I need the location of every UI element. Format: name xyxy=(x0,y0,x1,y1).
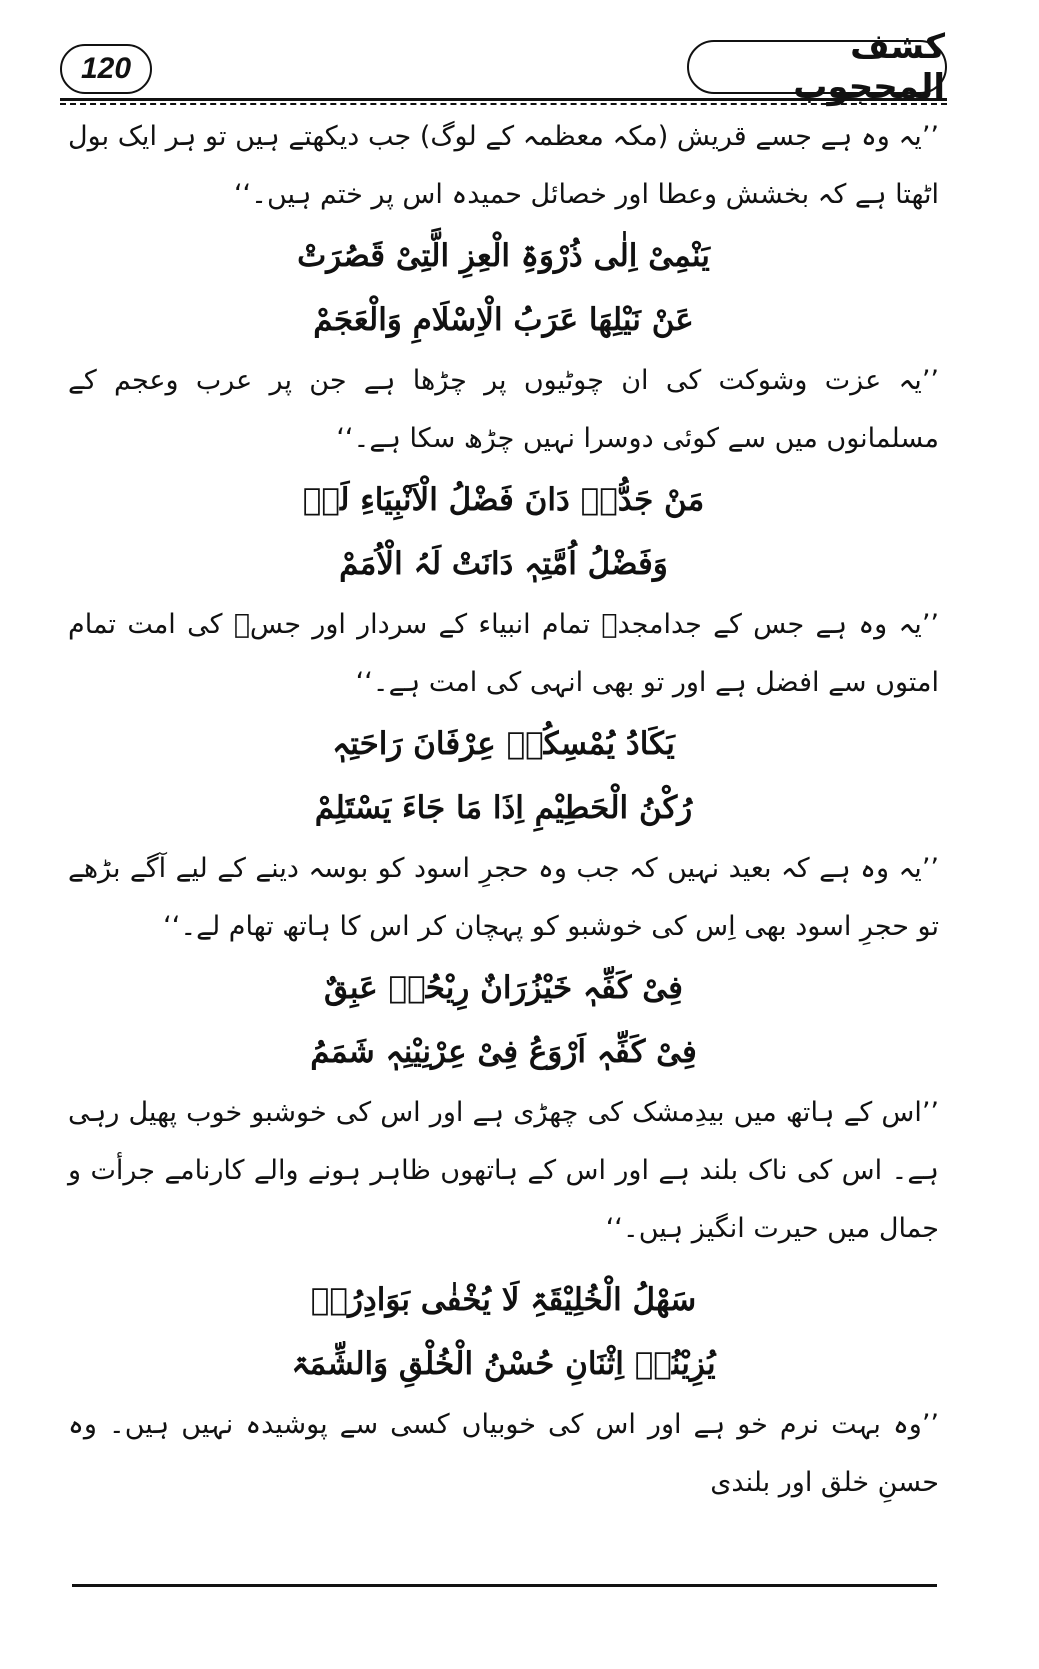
spacer xyxy=(68,1258,939,1268)
verse-line-5a: سَھْلُ الْخُلِیْقَۃِ لَا یُخْفٰی بَوَادِرُہٗ xyxy=(310,1282,697,1318)
header-rule xyxy=(60,98,947,101)
verse-line-5b: یُزِیْنُہٗ اِثْنَانِ حُسْنُ الْخُلْقِ وَالشِّمَۃ xyxy=(291,1346,716,1382)
verse-line-4a: فِیْ کَفِّہٖ خَیْزُرَانٌ رِیْحُہٗ عَبِقٌ xyxy=(324,970,683,1006)
page-body xyxy=(68,108,939,1512)
prose-paragraph-2: ’’یہ عزت وشوکت کی ان چوٹیوں پر چڑھا ہے جن پر عرب وعجم کے مسلمانوں میں سے کوئی دوسرا نہیں چڑھ سکا ہے۔‘‘ xyxy=(68,365,939,454)
book-title: کشف المحجوب xyxy=(687,40,947,94)
prose-paragraph-6: ’’وہ بہت نرم خو ہے اور اس کی خوبیاں کسی سے پوشیدہ نہیں ہیں۔ وہ حسنِ خلق اور بلندی xyxy=(68,1409,939,1498)
verse-line-3a: یَکَادُ یُمْسِکُہٗ عِرْفَانَ رَاحَتِہٖ xyxy=(332,726,675,762)
verse-line-1b: عَنْ نَیْلِھَا عَرَبُ الْاِسْلَامِ وَالْعَجَمْ xyxy=(313,302,694,338)
header-dashed-rule xyxy=(60,103,947,105)
verse-line-4b: فِیْ کَفِّہٖ اَرْوَعُ فِیْ عِرْنِیْنِہٖ شَمَمُ xyxy=(310,1034,697,1070)
footer-rule xyxy=(72,1584,937,1587)
verse-line-2a: مَنْ جَدُّہٗ دَانَ فَضْلُ الْاَنْبِیَاءِ لَہٗ xyxy=(302,482,705,518)
verse-line-2b: وَفَضْلُ اُمَّتِہٖ دَانَتْ لَہُ الْاُمَمْ xyxy=(339,546,668,582)
verse-line-3b: رُکْنُ الْحَطِیْمِ اِذَا مَا جَاءَ یَسْتَلِمْ xyxy=(314,790,693,826)
prose-paragraph-4: ’’یہ وہ ہے کہ بعید نہیں کہ جب وہ حجرِ اسود کو بوسہ دینے کے لیے آگے بڑھے تو حجرِ اسود بھی اِس کی خوشبو کو پہچان کر اس کا ہاتھ تھام لے۔‘‘ xyxy=(68,853,939,942)
prose-paragraph-1: ’’یہ وہ ہے جسے قریش (مکہ معظمہ کے لوگ) جب دیکھتے ہیں تو ہر ایک بول اٹھتا ہے کہ بخشش وعطا اور خصائل حمیدہ اس پر ختم ہیں۔‘‘ xyxy=(68,121,939,210)
verse-line-1a: یَنْمِیْ اِلٰی ذُرْوَۃِ الْعِزِ الَّتِیْ قَصُرَتْ xyxy=(297,238,710,274)
page-number: 120 xyxy=(60,44,152,94)
prose-paragraph-5: ’’اس کے ہاتھ میں بیدِمشک کی چھڑی ہے اور اس کی خوشبو خوب پھیل رہی ہے۔ اس کی ناک بلند ہے اور اس کے ہاتھوں ظاہر ہونے والے کارنامے جرأت و جمال میں حیرت انگیز ہیں۔‘‘ xyxy=(68,1097,939,1244)
prose-paragraph-3: ’’یہ وہ ہے جس کے جدامجدؐ تمام انبیاء کے سردار اور جسؐ کی امت تمام امتوں سے افضل ہے اور تو بھی انہی کی امت ہے۔‘‘ xyxy=(68,609,939,698)
